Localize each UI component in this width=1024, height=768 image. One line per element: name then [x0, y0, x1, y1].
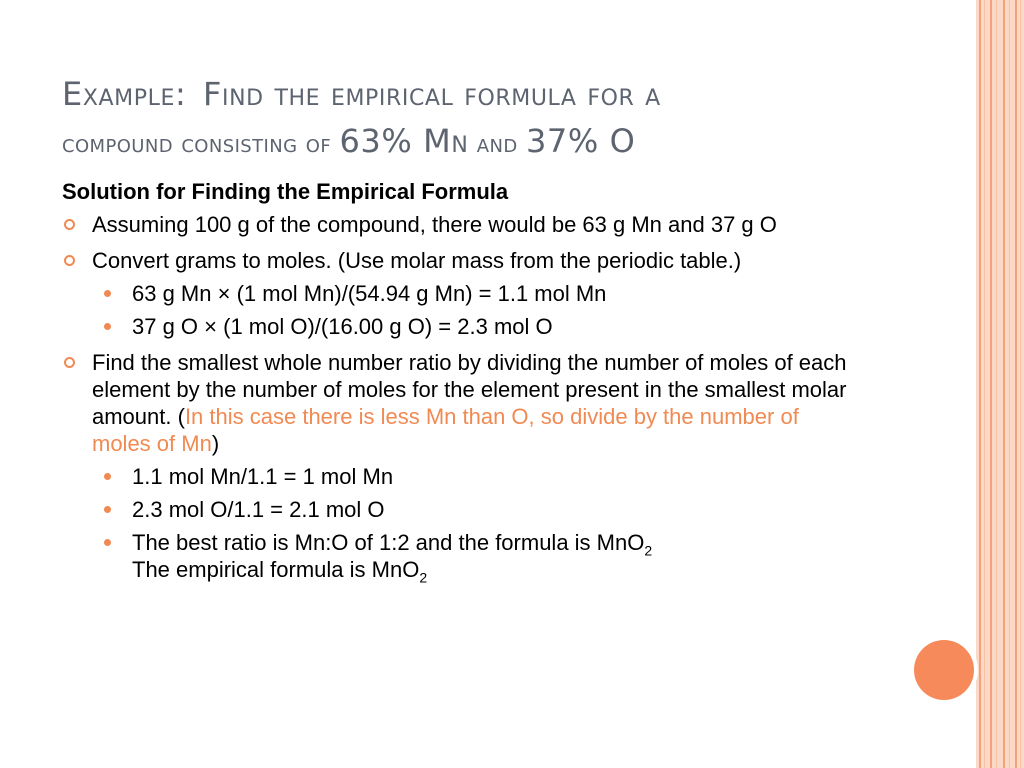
sub-bullet-text: 1.1 mol Mn/1.1 = 1 mol Mn: [132, 464, 394, 489]
bullet-text-end: ): [211, 431, 220, 456]
sub-bullet-text: 63 g Mn × (1 mol Mn)/(54.94 g Mn) = 1.1 mol Mn: [132, 281, 607, 306]
list-item: [92, 529, 862, 586]
decorative-stripe: [1003, 0, 1005, 768]
ring-bullet-icon: [64, 219, 75, 230]
sub-bullet-list: [92, 463, 862, 586]
ring-bullet-icon: [64, 255, 75, 266]
list-item: [92, 496, 862, 523]
final-line-2: The empirical formula is MnO: [132, 557, 420, 582]
sub-bullet-list: [92, 280, 862, 340]
list-item: [62, 211, 862, 238]
title-mn: Mn: [412, 122, 469, 160]
list-item: [62, 247, 862, 340]
bullet-list: [62, 211, 862, 586]
sub-bullet-text: 37 g O × (1 mol O)/(16.00 g O) = 2.3 mol O: [132, 314, 553, 339]
sub-bullet-text: 2.3 mol O/1.1 = 2.1 mol O: [132, 497, 385, 522]
decorative-stripe: [1020, 0, 1021, 768]
highlight-text: In this case there is less Mn than O, so divide by the number of moles of Mn: [92, 404, 799, 456]
subscript: 2: [419, 569, 428, 586]
bullet-text: Find the smallest whole number ratio by dividing the number of moles of each element by the number of moles for the element present in the smallest molar amount. (: [92, 350, 847, 429]
bullet-text: Assuming 100 g of the compound, there would be 63 g Mn and 37 g O: [92, 212, 777, 237]
ring-bullet-icon: [64, 357, 75, 368]
title-line2-start: compound consisting of: [62, 129, 340, 158]
list-item: [92, 313, 862, 340]
slide-title: [62, 72, 942, 166]
list-item: [62, 349, 862, 586]
title-lead: Example:: [62, 75, 187, 113]
final-line-1: The best ratio is Mn:O of 1:2 and the formula is MnO: [132, 530, 645, 555]
accent-circle: [914, 640, 974, 700]
list-item: [92, 463, 862, 490]
title-mn-percent: 63%: [339, 122, 413, 160]
decorative-stripe: [996, 0, 997, 768]
subscript: 2: [644, 542, 653, 559]
dot-bullet-icon: [104, 290, 111, 297]
decorative-stripe: [1015, 0, 1017, 768]
dot-bullet-icon: [104, 323, 111, 330]
decorative-stripe: [990, 0, 992, 768]
dot-bullet-icon: [104, 473, 111, 480]
title-o-percent: 37%: [525, 122, 599, 160]
slide-content: [62, 178, 862, 592]
decorative-stripe: [984, 0, 985, 768]
decorative-stripe: [1009, 0, 1010, 768]
content-heading: Solution for Finding the Empirical Formula: [62, 179, 509, 204]
decorative-stripe: [979, 0, 981, 768]
dot-bullet-icon: [104, 506, 111, 513]
bullet-text: Convert grams to moles. (Use molar mass from the periodic table.): [92, 248, 742, 273]
title-and: and: [468, 129, 526, 158]
dot-bullet-icon: [104, 539, 111, 546]
list-item: [92, 280, 862, 307]
title-line1: Find the empirical formula for a: [203, 75, 661, 113]
title-o: O: [598, 122, 636, 160]
